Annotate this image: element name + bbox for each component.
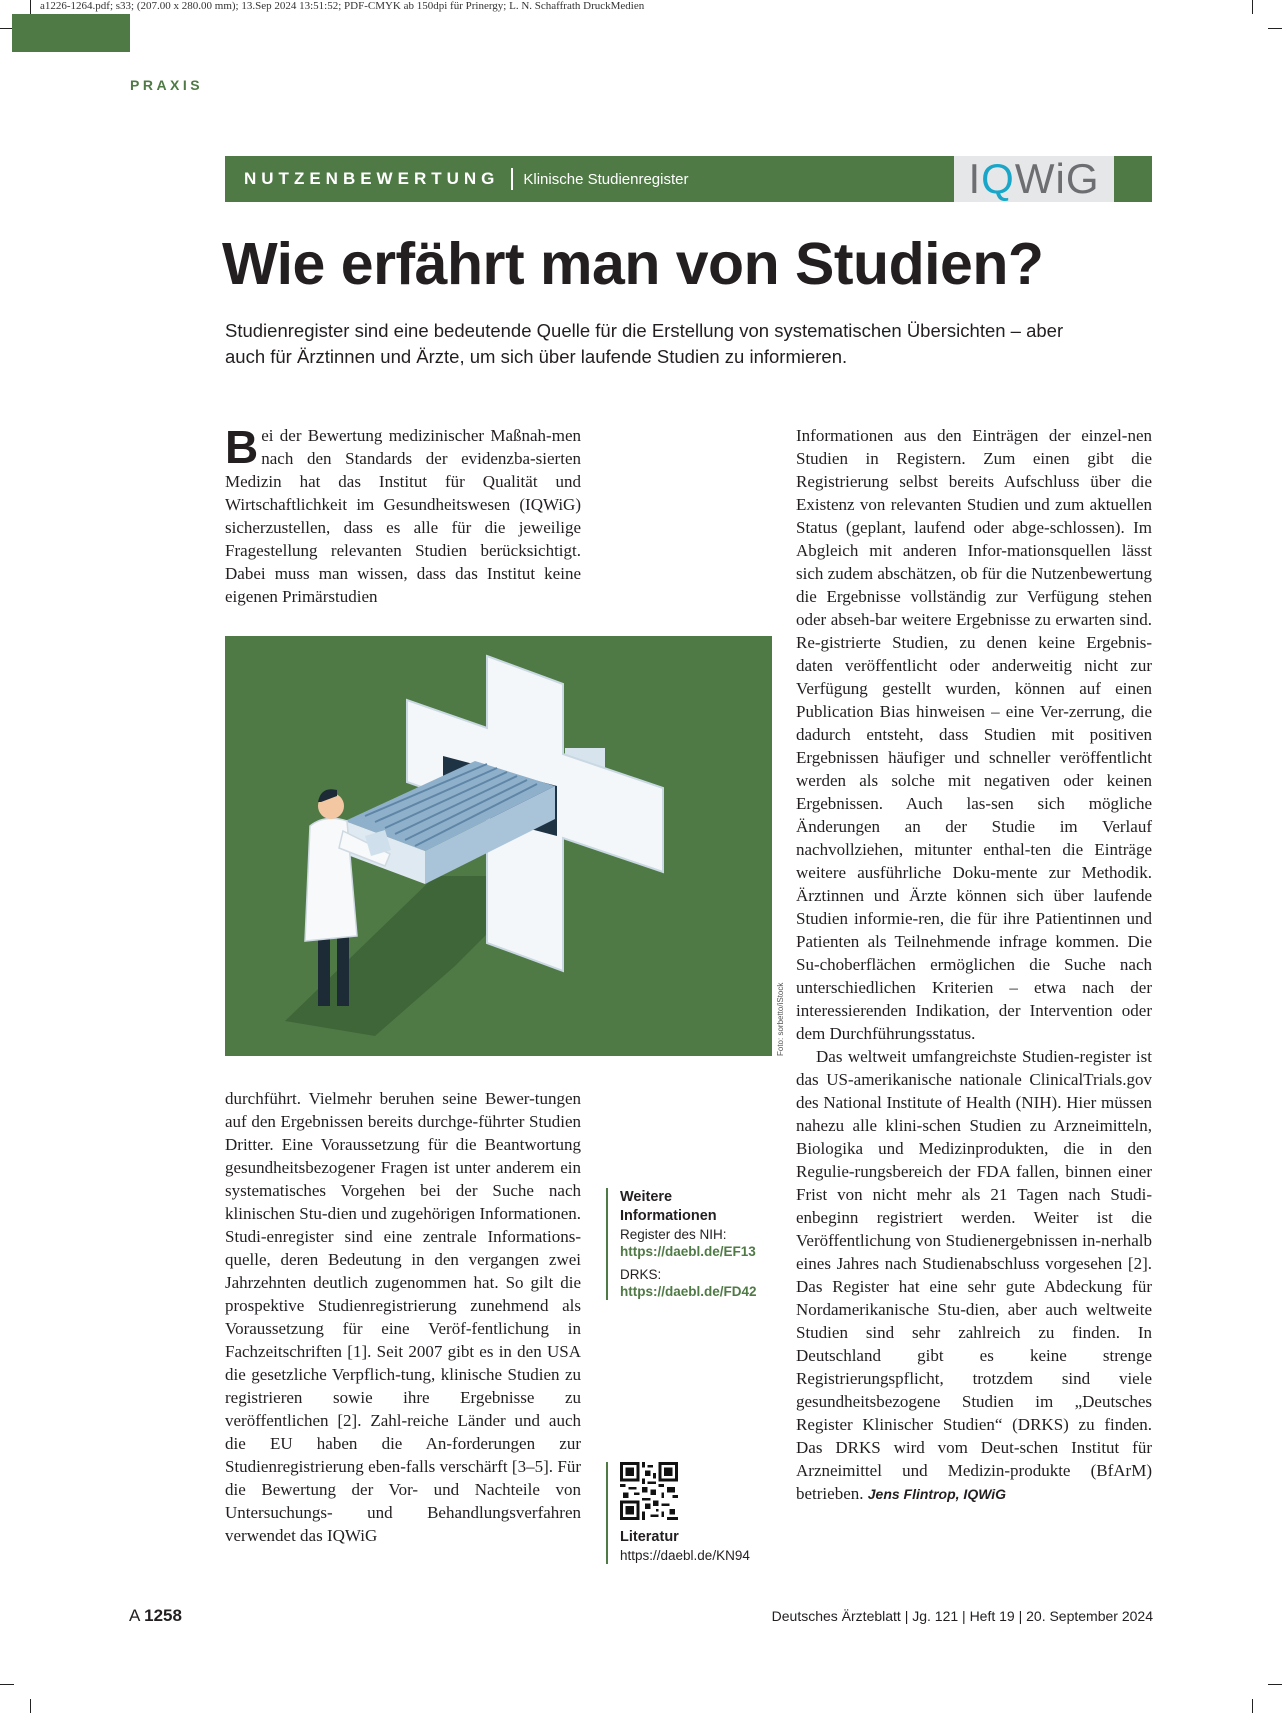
print-info: a1226-1264.pdf; s33; (207.00 x 280.00 mm); 13.Sep 2024 13:51:52; PDF-CMYK ab 150dpi für Prinergy; L. N. Schaffrath DruckMedien <box>40 0 645 12</box>
literature-heading: Literatur <box>620 1529 679 1545</box>
crop-mark <box>1252 0 1253 14</box>
journal-info: Deutsches Ärzteblatt | Jg. 121 | Heft 19 | 20. September 2024 <box>771 1608 1153 1624</box>
corner-color-block <box>12 14 130 52</box>
banner-category: NUTZENBEWERTUNG <box>244 169 500 188</box>
topic-banner <box>225 156 1152 202</box>
crop-mark <box>1268 28 1282 29</box>
crop-mark <box>1268 1684 1282 1685</box>
body-col3-p1: Informationen aus den Einträgen der einzel-nen Studien in Registern. Zum einen gibt die Registrierung selbst bereits Aufschluss über die Existenz von relevanten Studien und zum aktuellen Status (geplant, laufend oder abge-schlossen). Im Abgleich mit anderen Infor-mationsquellen lässt sich zudem abschätzen, ob für die Nutzenbewertung die Ergebnisse vollständig zur Verfügung stehen oder abseh-bar weitere Ergebnisse zu erwarten sind. Re-gistrierte Studien, zu denen keine Ergebnis-daten veröffentlicht oder anderweitig nicht zur Verfügung gestellt wurden, können auf einen Publication Bias hinweisen – eine Ver-zerrung, die dadurch entsteht, dass Studien mit positiven Ergebnissen häufiger und schneller veröffentlicht werden als solche mit negativen oder keinen Ergebnissen. Auch las-sen sich mögliche Änderungen an der Studie im Verlauf nachvollziehen, mitunter enthal-ten die Einträge weitere ausführliche Doku-mente zur Methodik. Ärztinnen und Ärzte können sich über laufende Studien informie-ren, die für ihre Patientinnen und Patienten als Teilnehmende infrage kommen. Die Su-choberflächen ermöglichen die Suche nach unterschiedlichen Kriterien – etwa nach der interessierenden Indikation, der Intervention oder dem Durchführungsstatus. <box>796 426 1152 1043</box>
illustration <box>225 636 772 1056</box>
page-number-value: 1258 <box>144 1606 182 1625</box>
crop-mark <box>0 1684 14 1685</box>
sidebar-more-info <box>606 1188 770 1300</box>
crop-mark <box>1252 1699 1253 1713</box>
illustration-graphic <box>225 636 772 1056</box>
banner-subcategory: Klinische Studienregister <box>523 170 689 188</box>
sidebar-literature <box>606 1462 770 1564</box>
page-number <box>129 1606 182 1626</box>
logo-part: WiG <box>1014 155 1100 202</box>
qr-code-icon[interactable] <box>620 1462 678 1520</box>
body-col1-top: Bei der Bewertung medizinischer Maßnah-men nach den Standards der evidenzba-sierten Medizin hat das Institut für Qualität und Wirtschaftlichkeit im Gesundheitswesen (IQWiG) sicherzustellen, dass es alle für die jeweilige Fragestellung relevanten Studien berücksichtigt. Dabei muss man wissen, dass das Institut keine eigenen Primärstudien <box>225 421 581 606</box>
sidebar-nih-label: Register des NIH: <box>620 1227 727 1242</box>
article-subtitle: Studienregister sind eine bedeutende Quelle für die Erstellung von systematischen Übersichten – aber auch für Ärztinnen und Ärzte, um sich über laufende Studien zu informieren. <box>225 320 1064 367</box>
crop-mark <box>30 0 31 14</box>
section-label: PRAXIS <box>130 77 204 93</box>
article-title: Wie erfährt man von Studien? <box>222 231 1044 297</box>
iqwig-logo <box>954 156 1114 202</box>
banner-separator <box>511 168 513 190</box>
sidebar-nih-link[interactable]: https://daebl.de/EF13 <box>620 1244 756 1259</box>
sidebar-drks-label: DRKS: <box>620 1267 662 1282</box>
body-col3-p2-text: Das weltweit umfangreichste Studien-register ist das US-amerikanische nationale ClinicalTrials.gov des National Institute of Health (NIH). Hier müssen nahezu alle klini-schen Studien zu Arzneimitteln, Biologika und Medizinprodukten, die in den Regulie-rungsbereich der FDA fallen, binnen einer Frist von nicht mehr als 21 Tagen nach Studi-enbeginn registriert werden. Weiter ist die Veröffentlichung von Studienergebnissen in-nerhalb eines Jahres nach Studienabschluss vorgesehen [2]. Das Register hat eine sehr gute Abdeckung für Nordamerikanische Stu-dien, aber auch weltweite Studien sind sehr zahlreich zu finden. In Deutschland gibt es keine strenge Registrierungspflicht, trotzdem sind viele gesundheitsbezogene Studien im „Deutsches Register Klinischer Studien“ (DRKS) zu finden. Das DRKS wird vom Deut-schen Institut für Arzneimittel und Medizin-produkte (BfArM) betrieben. <box>796 1047 1152 1503</box>
page-prefix: A <box>129 1606 140 1625</box>
logo-part: I <box>968 155 982 202</box>
body-col1-bottom: durchführt. Vielmehr beruhen seine Bewer-tungen auf den Ergebnissen bereits durchge-führter Studien Dritter. Eine Voraussetzung für die Beantwortung gesundheitsbezogener Fragen ist unter anderem ein systematisches Vorgehen bei der Suche nach klinischen Stu-dien und zugehörigen Informationen. Studi-enregister sind eine zentrale Informations-quelle, deren Bedeutung in den vergangen zwei Jahrzehnten deutlich zugenommen hat. So gilt die prospektive Studienregistrierung zunehmend als Voraussetzung für eine Veröf-fentlichung in Fachzeitschriften [1]. Seit 2007 gibt es in den USA die gesetzliche Verpflich-tung, klinische Studien zu registrieren sowie ihre Ergebnisse zu veröffentlichen [2]. Zahl-reiche Länder und auch die EU haben die An-forderungen zur Studienregistrierung eben-falls verschärft [3–5]. Für die Bewertung der Vor- und Nachteile von Untersuchungs- und Behandlungsverfahren verwendet das IQWiG <box>225 1089 581 1545</box>
crop-mark <box>30 1699 31 1713</box>
body-col3-p2 <box>796 1045 1152 1506</box>
literature-link[interactable]: https://daebl.de/KN94 <box>620 1548 750 1563</box>
author-byline: Jens Flintrop, IQWiG <box>867 1486 1007 1502</box>
sidebar-heading: Weitere Informationen <box>620 1189 717 1224</box>
logo-part-q: Q <box>981 155 1015 202</box>
sidebar-drks-link[interactable]: https://daebl.de/FD42 <box>620 1284 757 1299</box>
photo-credit: Foto: sorbetto/iStock <box>776 982 785 1056</box>
body-col3 <box>796 424 1152 1506</box>
